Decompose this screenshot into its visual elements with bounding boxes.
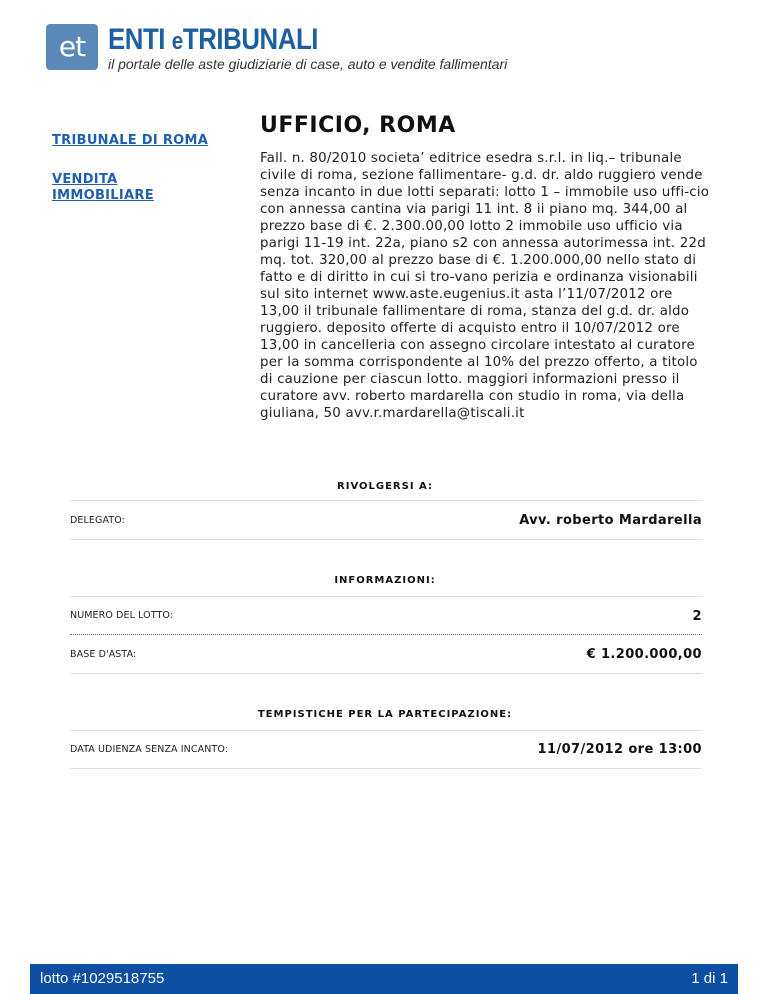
divider	[70, 730, 702, 731]
brand-tagline: il portale delle aste giudiziarie di case, auto e vendite fallimentari	[108, 56, 508, 72]
udienza-label: DATA UDIENZA SENZA INCANTO:	[70, 744, 229, 755]
footer-lotto-id: lotto #1029518755	[40, 970, 165, 987]
delegato-label: DELEGATO:	[70, 515, 125, 526]
page-title: UFFICIO, ROMA	[260, 113, 456, 138]
sidebar-link-tribunale[interactable]: TRIBUNALE DI ROMA	[52, 133, 209, 148]
divider	[70, 673, 702, 674]
divider	[70, 539, 702, 540]
delegato-value: Avv. roberto Mardarella	[519, 513, 702, 528]
logo-icon	[46, 24, 98, 70]
divider	[70, 768, 702, 769]
sidebar-link-vendita[interactable]: VENDITA IMMOBILIARE	[52, 172, 154, 203]
info-heading: INFORMAZIONI:	[334, 575, 436, 586]
divider	[70, 500, 702, 501]
divider	[70, 596, 702, 597]
base-asta-label: BASE D'ASTA:	[70, 649, 137, 660]
footer-bar	[30, 964, 738, 994]
lotto-value: 2	[692, 609, 702, 624]
footer-page-number: 1 di 1	[691, 970, 728, 987]
base-asta-value: € 1.200.000,00	[586, 647, 702, 662]
contact-heading: RIVOLGERSI A:	[337, 481, 433, 492]
logo-text: et	[58, 30, 86, 63]
lotto-label: NUMERO DEL LOTTO:	[70, 610, 174, 621]
brand-part-tribunali: TRIBUNALI	[182, 23, 319, 56]
brand-part-enti: ENTI	[108, 23, 166, 56]
brand-part-e: e	[171, 28, 183, 55]
divider	[70, 634, 702, 635]
listing-description: Fall. n. 80/2010 societa’ editrice esedra s.r.l. in liq.– tribunale civile di roma, sezione fallimentare- g.d. dr. aldo ruggiero vende senza incanto in due lotti separati: lotto 1 – immobile uso uffi-cio con annessa cantina via parigi 11 int. 8 ii piano mq. 344,00 al prezzo base di €. 2.300.00,00 lotto 2 immobile uso ufficio via parigi 11-19 int. 22a, piano s2 con annessa autorimessa int. 22d mq. tot. 320,00 al prezzo base di €. 1.200.000,00 nello stato di fatto e di diritto in cui si tro-vano perizia e ordinanza visionabili sul sito internet www.aste.eugenius.it asta l’11/07/2012 ore 13,00 il tribunale fallimentare di roma, stanza del g.d. dr. aldo ruggiero. deposito offerte di acquisto entro il 10/07/2012 ore 13,00 in cancelleria con assegno circolare intestato al curatore per la somma corrispondente al 10% del prezzo offerto, a titolo di cauzione per ciascun lotto. maggiori informazioni presso il curatore avv. roberto mardarella con studio in roma, via della giuliana, 50 avv.r.mardarella@tiscali.it	[260, 151, 710, 421]
udienza-value: 11/07/2012 ore 13:00	[537, 742, 702, 757]
timing-heading: TEMPISTICHE PER LA PARTECIPAZIONE:	[257, 709, 513, 720]
brand-title	[108, 24, 318, 58]
